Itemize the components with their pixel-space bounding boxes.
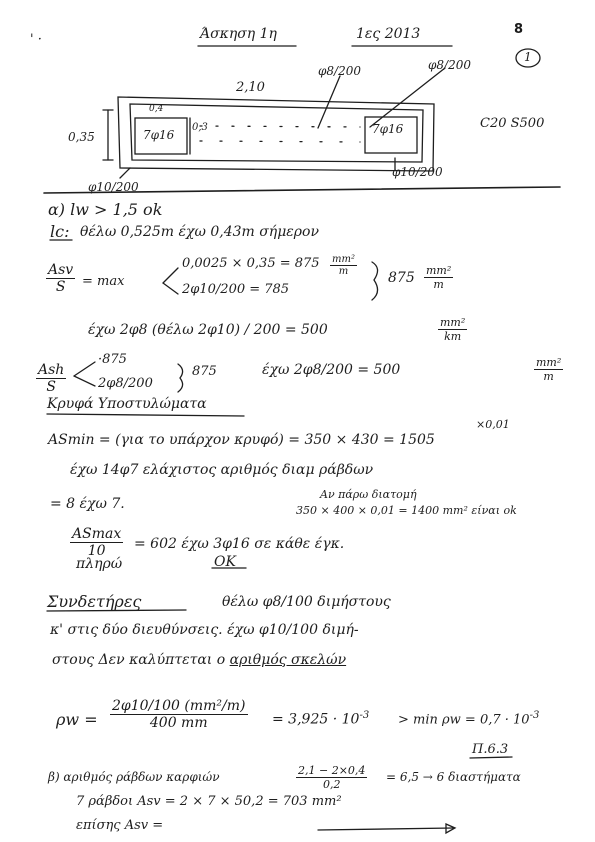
- syn3-underlined: αριθμός σκελών: [229, 652, 347, 668]
- pw-value: = 3,925 · 10: [272, 711, 360, 728]
- page-date: 1ες 2013: [356, 26, 421, 42]
- asmax-num: ASmax: [72, 526, 122, 542]
- stirrup-label-bottom-left: φ10/200: [88, 180, 139, 194]
- height-label: 0,35: [68, 130, 95, 144]
- section-heading-underline: [47, 414, 244, 416]
- line-l1: έχω 14φ7 ελάχιστος αριθμός διαμ ράβδων: [70, 462, 374, 478]
- syndetires-line3: [52, 652, 346, 668]
- unit-den: m: [338, 266, 349, 277]
- pw-num: 2φ10/100 (mm²/m): [112, 698, 246, 714]
- sheet-number: 1: [524, 50, 532, 64]
- ash-result: 875: [192, 364, 217, 379]
- pw-ref: Π.6.3: [472, 742, 509, 757]
- asv-brace: [372, 262, 378, 300]
- stirrup-label-far: φ8/200: [428, 58, 471, 72]
- page-title: Άσκηση 1η: [200, 26, 277, 42]
- ash-arrow-down: [74, 376, 95, 386]
- unit-num: mm²: [332, 254, 355, 265]
- plirw-ok: OK: [214, 554, 236, 570]
- bars-left: 7φ16: [143, 128, 175, 142]
- echo-line: έχω 2φ8 (θέλω 2φ10) / 200 = 500: [88, 322, 328, 338]
- ash-have: έχω 2φ8/200 = 500: [262, 362, 401, 378]
- pw-den: 400 mm: [149, 715, 208, 731]
- line-l2: = 8 έχω 7.: [50, 496, 125, 512]
- ref-underline: [470, 757, 512, 758]
- line-a1: α) lw > 1,5 ok: [48, 200, 163, 219]
- asv-result-unit: [424, 264, 453, 291]
- dim-04: 0,4: [149, 104, 164, 114]
- asv-num: Asv: [48, 262, 74, 278]
- asv-row1: 0,0025 × 0,35 = 875: [182, 256, 320, 271]
- section-heading-columns: Κρυφά Υποστυλώματα: [47, 396, 207, 412]
- asmax-fraction: [70, 526, 123, 559]
- pw-min-exp: -3: [529, 710, 540, 721]
- asv-den: S: [55, 279, 66, 295]
- ash-den: S: [46, 379, 56, 395]
- echo-unit: [438, 316, 467, 343]
- b1-den: 0,2: [322, 778, 341, 791]
- as-min-line: ASmin = (για το υπάρχον κρυφό) = 350 × 430 = 1505: [48, 432, 435, 448]
- b1-num: 2,1 − 2×0,4: [298, 764, 366, 777]
- materials-label: C20 S500: [480, 116, 545, 131]
- b1-fraction: [296, 764, 367, 791]
- asv-fraction: [46, 262, 75, 295]
- span-label: 2,10: [236, 80, 265, 95]
- syndetires-rest: θέλω φ8/100 διμήστους: [222, 594, 391, 610]
- unit-num: mm²: [536, 356, 562, 369]
- asmax-den: 10: [87, 543, 106, 559]
- page-number: 8: [514, 22, 524, 37]
- stirrup-label-top: φ8/200: [318, 64, 361, 78]
- distributed-bars: [200, 126, 360, 127]
- unit-den: km: [444, 330, 462, 343]
- ash-row1: ·875: [98, 352, 127, 367]
- syndetires-line2: κ' στις δύο διευθύνσεις. έχω φ10/100 διμή-: [50, 622, 359, 638]
- b2-line: 7 ράβδοι Asv = 2 × 7 × 50,2 = 703 mm²: [76, 794, 342, 809]
- unit-num: mm²: [440, 316, 466, 329]
- max-arrow-up: [163, 268, 178, 283]
- unit-den: m: [543, 370, 554, 383]
- syndetires-heading: Συνδετήρες: [47, 592, 142, 611]
- plirw-label: πληρώ: [76, 556, 123, 572]
- ash-unit: [534, 356, 563, 383]
- as-min-superscript: ×0,01: [476, 418, 510, 431]
- ash-row2: 2φ8/200: [98, 376, 153, 391]
- b1-prefix: β) αριθμός ράβδων καρφιών: [48, 770, 220, 784]
- leader-bottom-left: [120, 168, 130, 178]
- syn3-pre: στους Δεν καλύπτεται ο: [52, 652, 226, 668]
- dim-03: 0,3: [192, 122, 208, 133]
- note-area: 350 × 400 × 0,01 = 1400 mm² είναι ok: [296, 504, 517, 517]
- margin-mark: ' ·: [30, 32, 42, 47]
- b1-suffix: = 6,5 → 6 διαστήματα: [386, 770, 521, 784]
- pw-min-value: > min ρw = 0,7 · 10: [398, 712, 530, 728]
- ash-num: Ash: [38, 362, 65, 378]
- pw-exp: -3: [359, 710, 370, 721]
- final-arrow-line: [318, 828, 453, 830]
- pw-rest: [272, 710, 369, 728]
- lc-label: lc:: [50, 222, 70, 241]
- ash-fraction: [36, 362, 66, 395]
- asv-row1-unit: [330, 254, 357, 277]
- line-a2: θέλω 0,525m έχω 0,43m σήμερον: [80, 224, 319, 240]
- pw-fraction: [110, 698, 248, 731]
- stirrup-label-bottom-right: φ10/200: [392, 165, 443, 179]
- unit-den: m: [433, 278, 444, 291]
- pw-label: ρw =: [56, 710, 98, 729]
- note-diatomi: Αν πάρω διατομή: [320, 488, 417, 501]
- bars-right: 7φ16: [372, 122, 404, 136]
- asv-row2: 2φ10/200 = 785: [182, 282, 290, 297]
- pw-min: [398, 710, 539, 727]
- asv-max: = max: [82, 274, 125, 289]
- max-arrow-down: [163, 283, 178, 294]
- ash-arrow-up: [74, 362, 95, 376]
- asmax-rest: = 602 έχω 3φ16 σε κάθε έγκ.: [134, 536, 345, 552]
- asv-result: 875: [388, 270, 415, 286]
- b3-line: επίσης Asv =: [76, 818, 164, 833]
- ash-brace: [178, 364, 183, 392]
- unit-num: mm²: [426, 264, 452, 277]
